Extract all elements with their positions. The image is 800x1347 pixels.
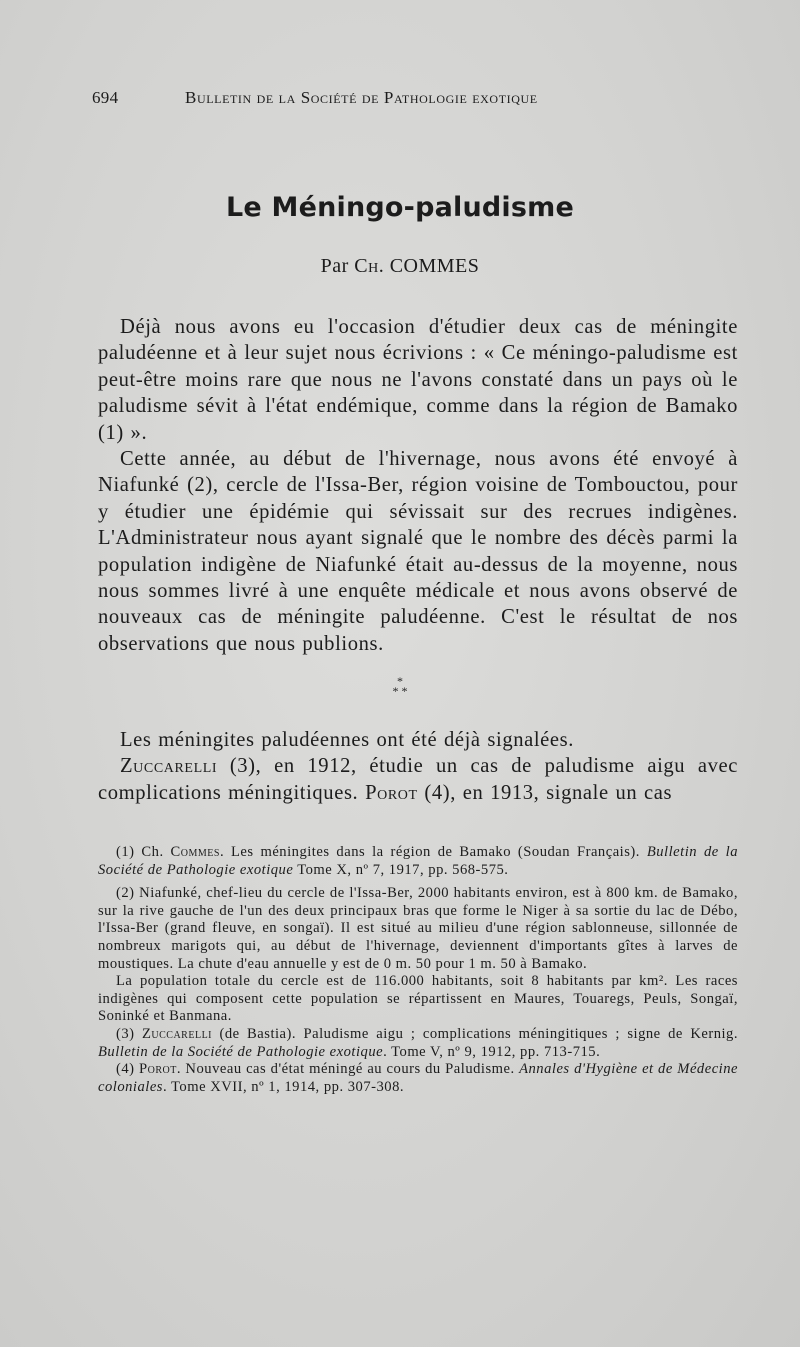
intro-section (98, 314, 738, 657)
author-initial: Ch. (354, 255, 385, 277)
footnote-3-journal: Bulletin de la Société de Pathologie exotique (98, 1043, 384, 1060)
article-title: Le Méningo-paludisme (226, 192, 574, 223)
asterism-separator (0, 676, 800, 696)
intro-paragraph-2: Cette année, au début de l'hivernage, nous avons été envoyé à Niafunké (2), cercle de l'Issa-Ber, région voisine de Tombouctou, pour y étudier une épidémie qui sévissait sur des recrues indigènes. L'Administrateur nous ayant signalé que le nombre des décès parmi la population indigène de Niafunké était au-dessus de la moyenne, nous nous sommes livré à une enquête médicale et nous avons observé de nouveaux cas de méningite paludéenne. C'est le résultat de nos observations que nous publions. (98, 448, 738, 655)
footnote-1-text-a: . Les méningites dans la région de Bamako (Soudan Français). (219, 844, 647, 860)
byline-prefix: Par (320, 255, 349, 277)
asterism-bottom: * * (392, 684, 408, 698)
section-2 (98, 727, 738, 806)
footnote-1-author: Commes (170, 844, 220, 860)
footnote-3-text-b: . Tome V, nº 9, 1912, pp. 713-715. (383, 1043, 601, 1060)
footnote-4-text-b: . Tome XVII, nº 1, 1914, pp. 307-308. (163, 1078, 405, 1095)
section2-paragraph-1: Les méningites paludéennes ont été déjà signalées. (120, 729, 575, 751)
footnote-4 (98, 1061, 738, 1096)
footnote-3 (98, 1026, 738, 1061)
section2-text-b: (4), en 1913, signale un cas (417, 781, 673, 804)
footnote-3-author: Zuccarelli (141, 1025, 213, 1042)
footnotes (98, 844, 738, 1096)
section2-paragraph-2 (98, 753, 738, 806)
footnote-3-number: (3) (116, 1025, 142, 1042)
intro-paragraph-1: Déjà nous avons eu l'occasion d'étudier deux cas de méningite paludéenne et à leur sujet nous écrivions : « Ce méningo-paludisme est peut-être moins rare que nous ne l'avons constaté dans un pays où le paludisme sévit à l'état endémique, comme dans la région de Bamako (1) ». (98, 316, 738, 444)
asterism-top: * (397, 674, 403, 688)
footnote-1 (98, 844, 738, 879)
footnote-2: (2) Niafunké, chef-lieu du cercle de l'Issa-Ber, 2000 habitants environ, est à 800 km. de Bamako, sur la rive gauche de l'un des deux principaux bras que forme le Niger à sa sortie du lac de Débo, l'Issa-Ber (grand fleuve, en songaï). Il est situé au milieu d'une région sablonneuse, sillonnée de nombreux marigots qui, au début de l'hivernage, deviennent d'importants gîtes à larves de moustiques. La chute d'eau annuelle y est de 0 m. 50 pour 1 m. 50 à Bamako. (98, 885, 738, 972)
author-name: COMMES (389, 255, 480, 277)
footnote-4-journal: Annales d'Hygiène et de Médecine coloniales (98, 1061, 738, 1095)
footnote-3-text-a: (de Bastia). Paludisme aigu ; complications méningitiques ; signe de Kernig. (212, 1025, 738, 1042)
page-number: 694 (92, 88, 119, 107)
section2-text-a: (3), en 1912, étudie un cas de paludisme aigu avec complications méningitiques. (98, 755, 738, 804)
footnote-1-journal: Bulletin de la Société de Pathologie exotique (98, 844, 738, 878)
footnote-1-number: (1) Ch. (116, 844, 171, 860)
footnote-4-author: Porot (138, 1061, 177, 1078)
running-title: Bulletin de la Société de Pathologie exotique (185, 88, 538, 107)
author-ref-porot: Porot (365, 781, 418, 804)
footnote-4-number: (4) (116, 1061, 139, 1078)
author-ref-zuccarelli: Zuccarelli (120, 755, 218, 778)
footnote-4-text-a: . Nouveau cas d'état méningé au cours du Paludisme. (176, 1061, 520, 1078)
footnote-1-text-b: Tome X, nº 7, 1917, pp. 568-575. (293, 861, 509, 878)
footnote-2-continued: La population totale du cercle est de 116.000 habitants, soit 8 habitants par km². Les races indigènes qui composent cette population se répartissent en Maures, Touaregs, Peuls, Songaï, Soninké et Banmana. (98, 973, 738, 1025)
byline (0, 255, 800, 278)
